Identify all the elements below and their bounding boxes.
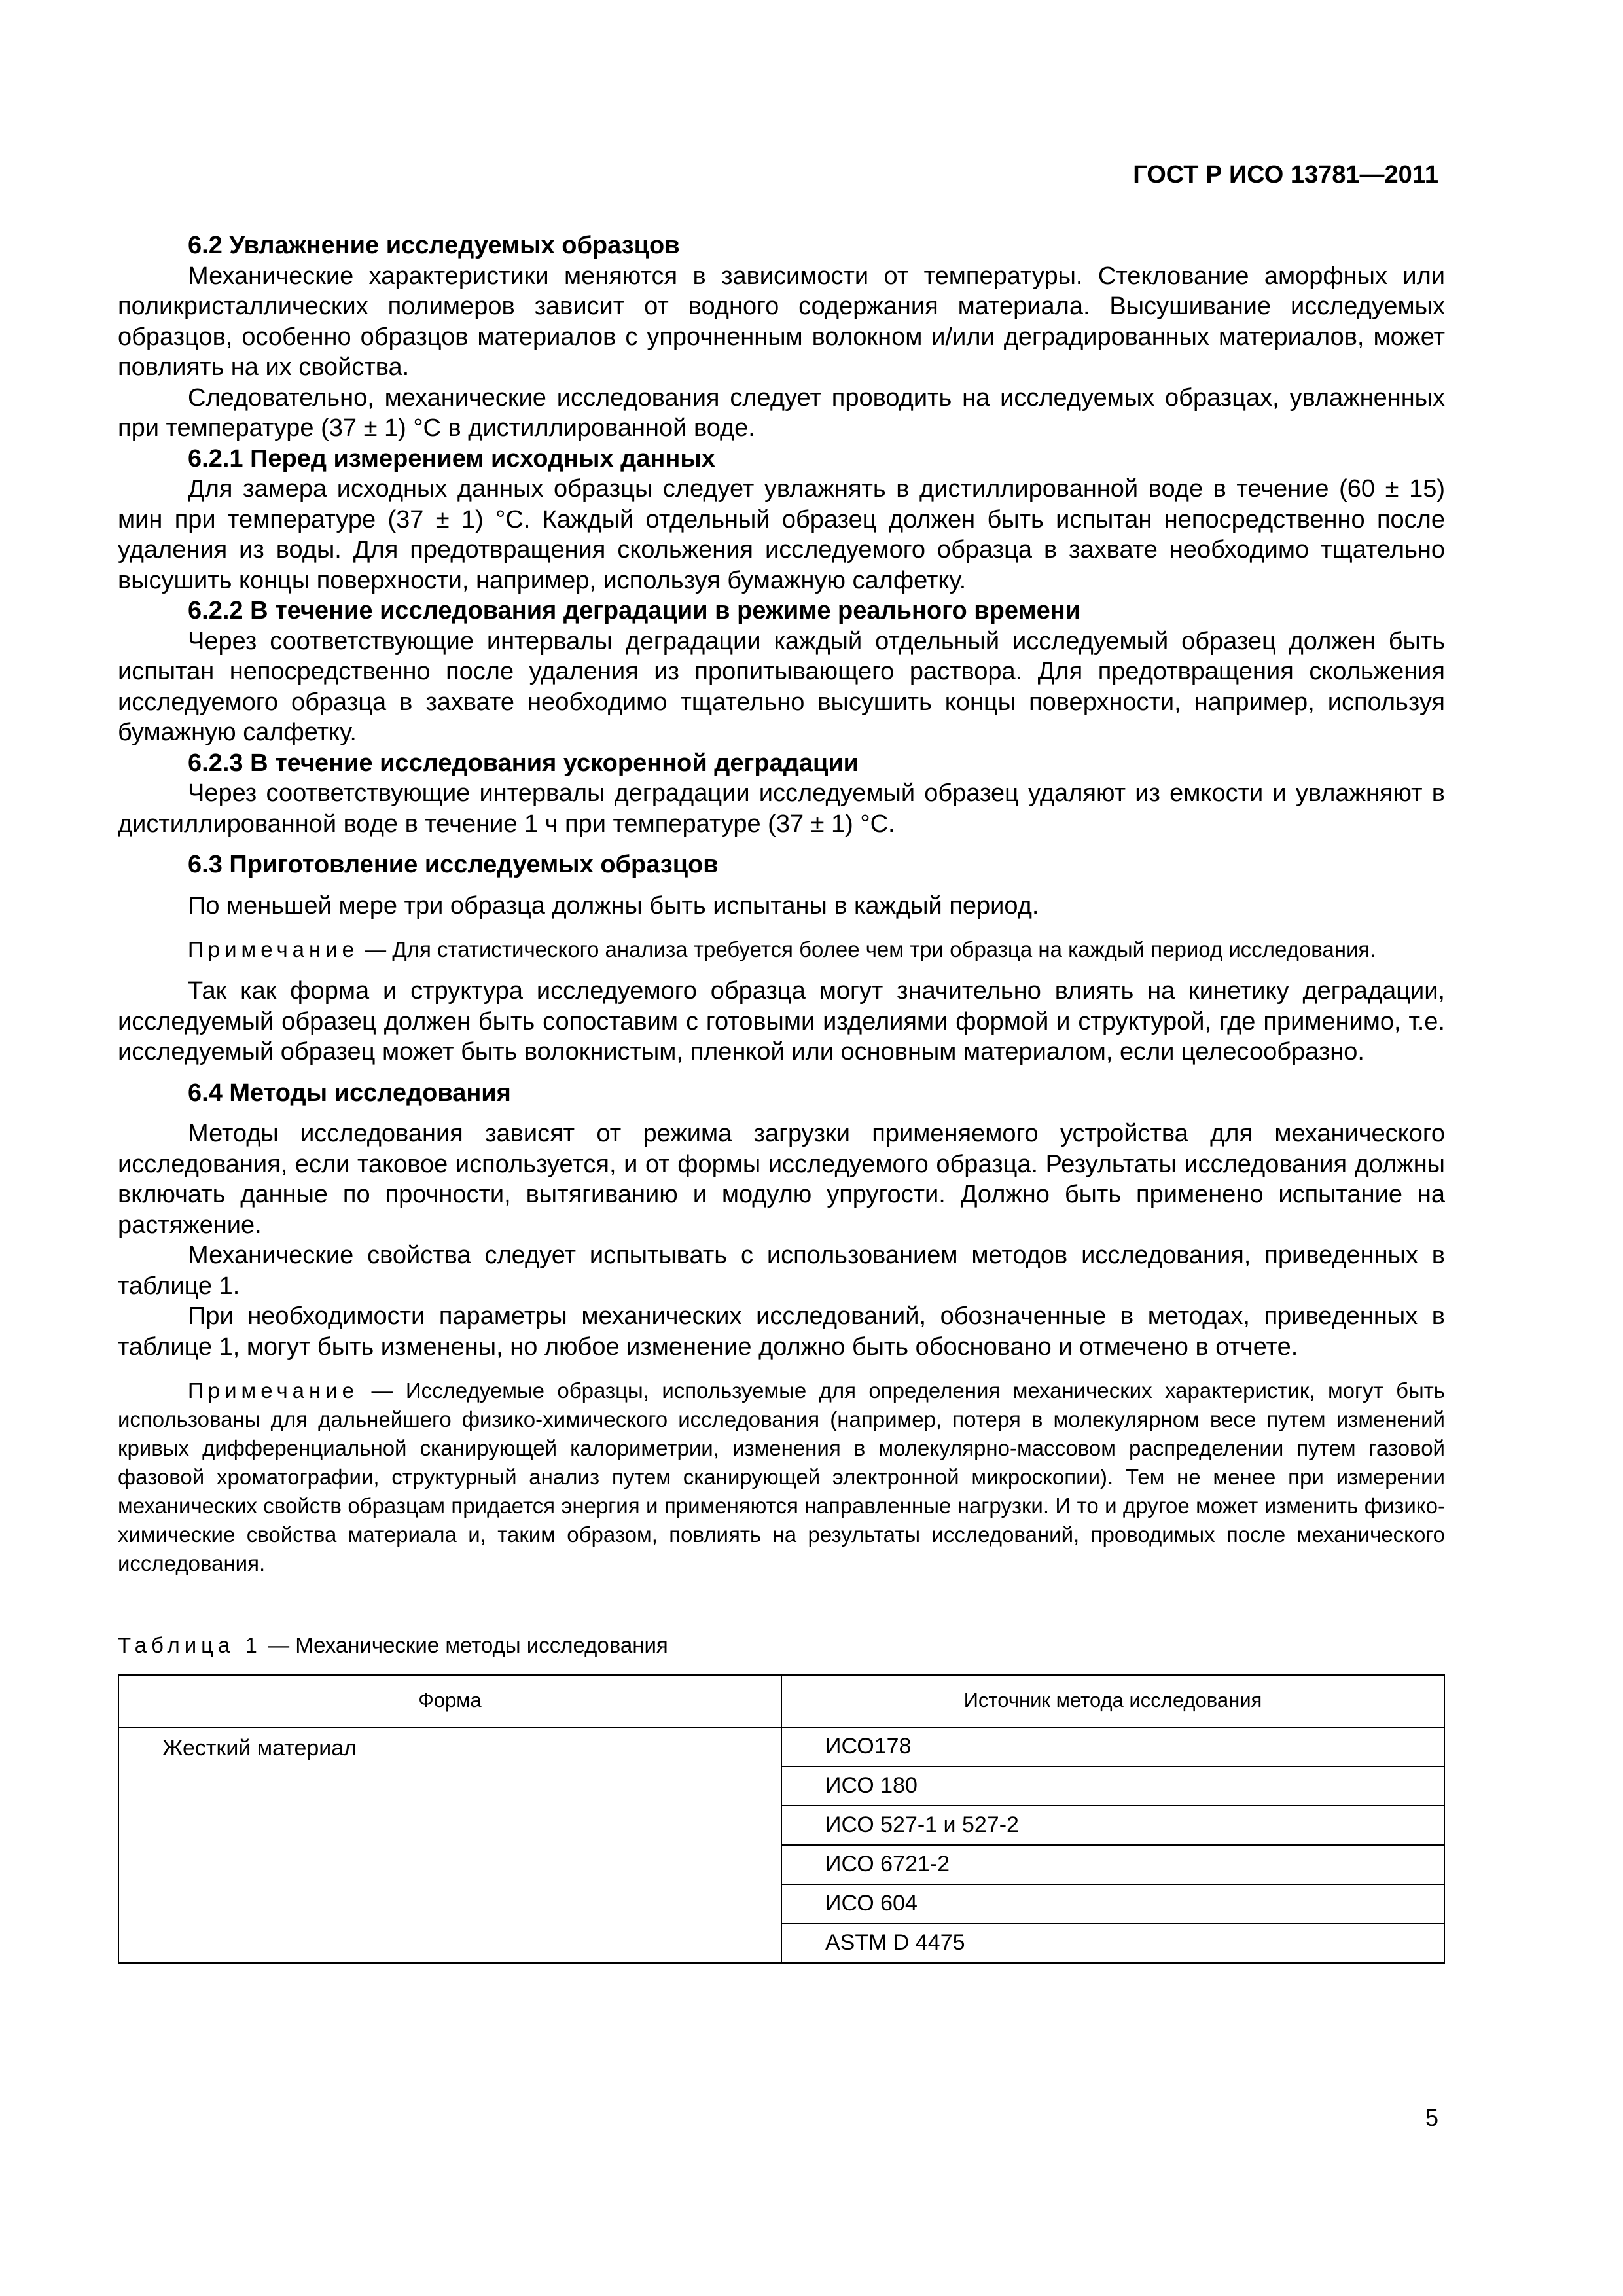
section-6-2-heading: 6.2 Увлажнение исследуемых образцов [188, 232, 680, 259]
section-6-4-heading: 6.4 Методы исследования [188, 1079, 511, 1107]
section-6-2-paragraph-2: Следовательно, механические исследования следует проводить на исследуемых образцах, увлажненных при температуре (37 ± 1) °C в дистиллированной воде. [118, 384, 1445, 442]
document-standard-code: ГОСТ Р ИСО 13781—2011 [1133, 161, 1438, 188]
section-6-4-paragraph-2: Механические свойства следует испытывать с использованием методов исследования, приведенных в таблице 1. [118, 1242, 1445, 1300]
table-row [118, 1727, 1444, 1767]
table-cell-method: ИСО178 [781, 1727, 1444, 1767]
table-header-form: Форма [118, 1675, 781, 1727]
page-number: 5 [1425, 2104, 1438, 2131]
section-6-2-3-paragraph: Через соответствующие интервалы деградации исследуемый образец удаляют из емкости и увлажняют в дистиллированной воде в течение 1 ч при температуре (37 ± 1) °C. [118, 780, 1445, 838]
table-header-row [118, 1675, 1444, 1727]
methods-table [118, 1674, 1445, 1964]
section-6-3-paragraph-1: По меньшей мере три образца должны быть испытаны в каждый период. [188, 891, 1039, 920]
table-caption [118, 1630, 1445, 1661]
table-caption-label: Таблица 1 [118, 1633, 262, 1657]
section-6-4-note [118, 1376, 1445, 1578]
table-cell-form: Жесткий материал [118, 1727, 781, 1963]
table-cell-method: ИСО 180 [781, 1767, 1444, 1806]
section-6-3-note [118, 935, 1445, 964]
note-text: — Для статистического анализа требуется более чем три образца на каждый период исследования. [359, 937, 1376, 961]
note-label: Примечание [188, 937, 359, 961]
table-header-source: Источник метода исследования [781, 1675, 1444, 1727]
note-label: Примечание [188, 1378, 359, 1403]
section-6-4-paragraph-3: При необходимости параметры механических исследований, обозначенные в методах, приведенных в таблице 1, могут быть изменены, но любое изменение должно быть обосновано и отмечено в отчете. [118, 1302, 1445, 1361]
section-6-2-2-heading: 6.2.2 В течение исследования деградации в режиме реального времени [188, 597, 1081, 624]
table-cell-method: ИСО 527-1 и 527-2 [781, 1806, 1444, 1845]
section-6-2-2-paragraph: Через соответствующие интервалы деградации каждый отдельный исследуемый образец должен быть испытан непосредственно после удаления из пропитывающего раствора. Для предотвращения скольжения исследуемого образца в захвате необходимо тщательно высушить концы поверхности, например, используя бумажную салфетку. [118, 627, 1445, 746]
section-6-4-paragraph-1: Методы исследования зависят от режима загрузки применяемого устройства для механического исследования, если таковое используется, и от формы исследуемого образца. Результаты исследования должны включать данные по прочности, вытягиванию и модулю упругости. Должно быть применено испытание на растяжение. [118, 1120, 1445, 1239]
note-text: — Исследуемые образцы, используемые для определения механических характеристик, могут быть использованы для дальнейшего физико-химического исследования (например, потеря в молекулярном весе путем изменений кривых дифференциальной сканирующей калориметрии, изменения в молекулярно-массовом распределении путем газовой фазовой хроматографии, структурный анализ путем сканирующей электронной микроскопии). Тем не менее при измерении механических свойств образцам придается энергия и применяются направленные нагрузки. И то и другое может изменить физико-химические свойства материала и, таким образом, повлиять на результаты исследований, проводимых после механического исследования. [118, 1378, 1445, 1575]
table-cell-method: ИСО 604 [781, 1884, 1444, 1924]
section-6-2-1-paragraph: Для замера исходных данных образцы следует увлажнять в дистиллированной воде в течение (60 ± 15) мин при температуре (37 ± 1) °C. Каждый отдельный образец должен быть испытан непосредственно после удаления из воды. Для предотвращения скольжения исследуемого образца в захвате необходимо тщательно высушить концы поверхности, например, используя бумажную салфетку. [118, 475, 1445, 594]
table-cell-method: ASTM D 4475 [781, 1924, 1444, 1963]
table-cell-method: ИСО 6721-2 [781, 1845, 1444, 1884]
section-6-2-1-heading: 6.2.1 Перед измерением исходных данных [188, 444, 715, 473]
section-6-3-heading: 6.3 Приготовление исследуемых образцов [188, 851, 719, 878]
section-6-3-paragraph-2: Так как форма и структура исследуемого образца могут значительно влиять на кинетику деградации, исследуемый образец должен быть сопоставим с готовыми изделиями формой и структурой, где применимо, т.е. исследуемый образец может быть волокнистым, пленкой или основным материалом, если целесообразно. [118, 977, 1445, 1066]
section-6-2-3-heading: 6.2.3 В течение исследования ускоренной деградации [188, 749, 859, 777]
table-caption-title: — Механические методы исследования [261, 1633, 668, 1657]
section-6-2-paragraph-1: Механические характеристики меняются в зависимости от температуры. Стеклование аморфных или поликристаллических полимеров зависит от водного содержания материала. Высушивание исследуемых образцов, особенно образцов материалов с упрочненным волокном и/или деградированных материалов, может повлиять на их свойства. [118, 262, 1445, 381]
document-body [118, 230, 1445, 1964]
